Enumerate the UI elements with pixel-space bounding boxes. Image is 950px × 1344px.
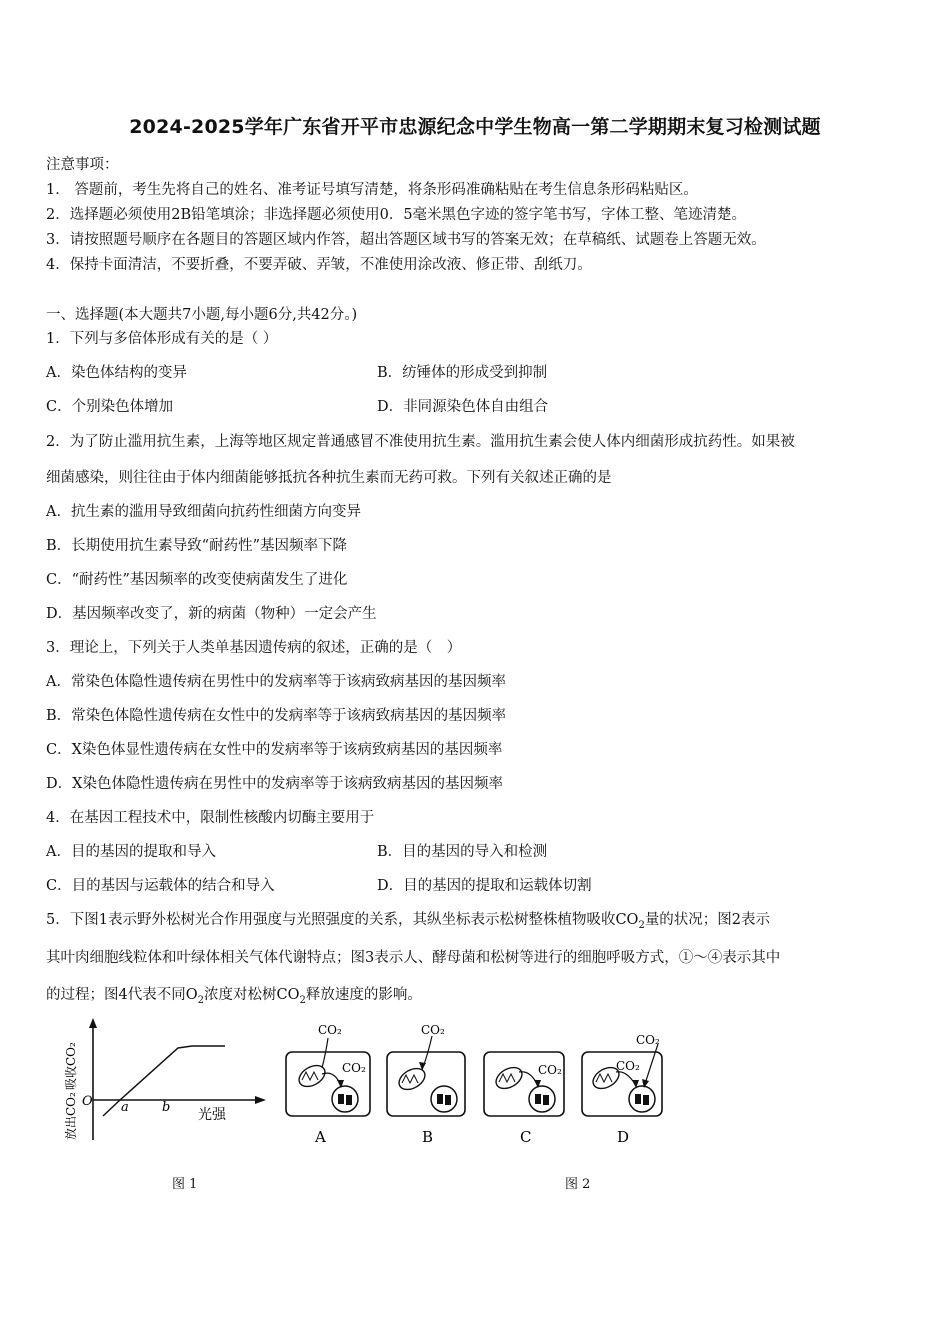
q2-option-a: A．抗生素的滥用导致细菌向抗药性细菌方向变异 — [46, 504, 361, 520]
q5-stem-line3: 的过程；图4代表不同$O_2$浓度对松树$CO_2$释放速度的影响。 — [46, 987, 422, 1006]
co2-label: CO₂ — [538, 1063, 562, 1077]
q2-option-b: B．长期使用抗生素导致“耐药性”基因频率下降 — [46, 538, 347, 554]
q1-option-d: D．非同源染色体自由组合 — [377, 399, 549, 415]
q4-stem: 4．在基因工程技术中，限制性核酸内切酶主要用于 — [46, 810, 375, 826]
q4-option-c: C．目的基因与运载体的结合和导入 — [46, 878, 275, 894]
q3-option-a: A．常染色体隐性遗传病在男性中的发病率等于该病致病基因的基因频率 — [46, 674, 506, 690]
x-axis-arrow-icon — [255, 1096, 266, 1104]
q1-stem: 1．下列与多倍体形成有关的是（ ） — [46, 331, 278, 347]
q3-stem: 3．理论上，下列关于人类单基因遗传病的叙述，正确的是（ ） — [46, 640, 462, 656]
figure-2-panel-a — [286, 1023, 370, 1146]
co2-label: CO₂ — [421, 1023, 445, 1037]
section-heading: 一、选择题(本大题共7小题,每小题6分,共42分。) — [46, 307, 358, 323]
q1-option-a: A．染色体结构的变异 — [46, 365, 187, 381]
figure-2-panel-c — [484, 1052, 564, 1146]
figure-2-caption: 图 2 — [565, 1177, 591, 1192]
co2-label: CO₂ — [342, 1061, 366, 1075]
panel-label-c: C — [520, 1128, 532, 1146]
chloroplast-icon — [629, 1086, 655, 1112]
y-label-absorb: 吸收CO₂ — [64, 1042, 78, 1090]
q2-option-c: C．“耐药性”基因频率的改变使病菌发生了进化 — [46, 572, 348, 588]
chloroplast-icon — [529, 1086, 555, 1112]
q3-option-c: C．X染色体显性遗传病在女性中的发病率等于该病致病基因的基因频率 — [46, 742, 503, 758]
y-label-release: 放出CO₂ — [64, 1092, 78, 1140]
q1-option-b: B．纺锤体的形成受到抑制 — [377, 365, 548, 381]
q2-option-d: D．基因频率改变了，新的病菌（物种）一定会产生 — [46, 606, 377, 622]
q4-option-b: B．目的基因的导入和检测 — [377, 844, 548, 860]
q5-stem-line1: 5．下图1表示野外松树光合作用强度与光照强度的关系，其纵坐标表示松树整株植物吸收$CO_2$量的状况；图2表示 — [46, 912, 771, 931]
panel-label-d: D — [617, 1128, 630, 1146]
co2-label: CO₂ — [616, 1059, 640, 1073]
panel-label-b: B — [422, 1128, 434, 1146]
q5-stem-line2: 其叶肉细胞线粒体和叶绿体相关气体代谢特点；图3表示人、酵母菌和松树等进行的细胞呼吸方式，①～④表示其中 — [46, 950, 781, 966]
q4-option-d: D．目的基因的提取和运载体切割 — [377, 878, 592, 894]
figure-1-caption: 图 1 — [172, 1177, 198, 1192]
y-axis-arrow-icon — [89, 1018, 97, 1028]
notice-heading: 注意事项： — [46, 157, 119, 173]
panel-label-a: A — [315, 1128, 326, 1146]
q3-option-d: D．X染色体隐性遗传病在男性中的发病率等于该病致病基因的基因频率 — [46, 776, 503, 792]
q2-stem-line2: 细菌感染，则往往由于体内细菌能够抵抗各种抗生素而无药可救。下列有关叙述正确的是 — [46, 470, 612, 486]
chloroplast-icon — [431, 1086, 457, 1112]
q3-option-b: B．常染色体隐性遗传病在女性中的发病率等于该病致病基因的基因频率 — [46, 708, 507, 724]
page-title: 2024-2025学年广东省开平市忠源纪念中学生物高一第二学期期末复习检测试题 — [129, 116, 821, 138]
co2-label: CO₂ — [318, 1023, 342, 1037]
origin-label: O — [82, 1094, 93, 1109]
figure-2-panel-d — [582, 1033, 662, 1146]
chloroplast-icon — [332, 1086, 358, 1112]
co2-label: CO₂ — [636, 1033, 660, 1047]
figure-2-panel-b — [387, 1023, 465, 1146]
point-b-label: b — [162, 1100, 171, 1115]
notice-item-2: 2．选择题必须使用2B铅笔填涂；非选择题必须使用0．5毫米黑色字迹的签字笔书写，字体工整、笔迹清楚。 — [46, 207, 747, 223]
q5-figures — [60, 1012, 680, 1152]
point-a-label: a — [121, 1100, 129, 1115]
q1-option-c: C．个别染色体增加 — [46, 399, 174, 415]
figure-1-graph — [63, 1018, 266, 1140]
q4-option-a: A．目的基因的提取和导入 — [46, 844, 216, 860]
q2-stem-line1: 2．为了防止滥用抗生素，上海等地区规定普通感冒不准使用抗生素。滥用抗生素会使人体内细菌形成抗药性。如果被 — [46, 434, 795, 450]
x-axis-label: 光强 — [198, 1107, 226, 1123]
notice-item-4: 4．保持卡面清洁，不要折叠，不要弄破、弄皱，不准使用涂改液、修正带、刮纸刀。 — [46, 257, 592, 273]
notice-item-3: 3．请按照题号顺序在各题目的答题区域内作答，超出答题区域书写的答案无效；在草稿纸、试题卷上答题无效。 — [46, 232, 766, 248]
notice-item-1: 1． 答题前，考生先将自己的姓名、准考证号填写清楚，将条形码准确粘贴在考生信息条形码粘贴区。 — [46, 182, 698, 198]
